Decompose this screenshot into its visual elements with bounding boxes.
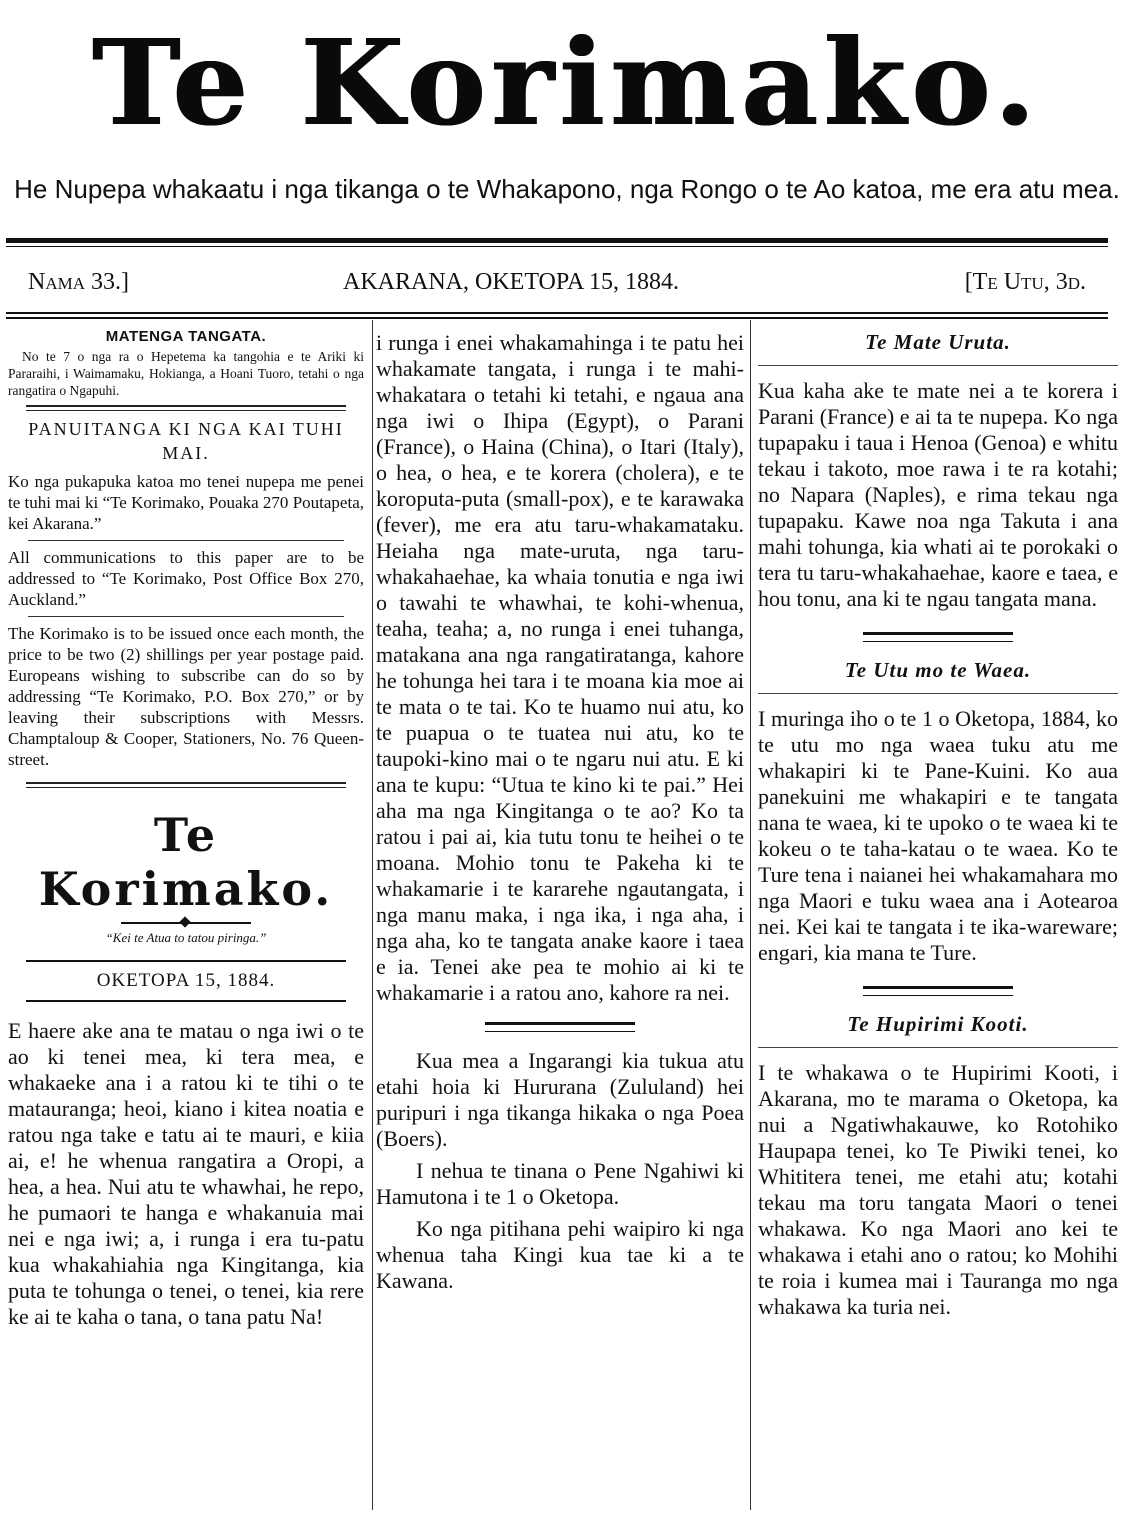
- column-divider-1: [372, 320, 373, 1510]
- ornament: [121, 922, 251, 924]
- plague-heading: Te Mate Uruta.: [865, 330, 1011, 354]
- top-rule-thick: [6, 238, 1108, 243]
- wire-text: I muringa iho o te 1 o Oketopa, 1884, ko te utu mo nga waea tuku atu me whakapiri ki te Pane-Kuini. Ko aua panekuini me whakapiri e te tangata nana te waea, ki te upoko o te waea ki te kokeu o te taha-katau o te waea. Ko te Ture tena i naianei hei whakamahara mo nga Maori e tuku waea ana i Aotearoa nei. Kei kai te tangata i te ika-wareware; engari, kia mana te Ture.: [758, 706, 1118, 965]
- rule: [26, 782, 346, 788]
- death-notice: No te 7 o nga ra o Hepetema ka tangohia e te Ariki ki Pararaihi, i Waimamaku, Hokianga, a Hoani Tuoro, tetahi o nga rangatira o Ngapuhi.: [8, 349, 364, 398]
- court-text: I te whakawa o te Hupirimi Kooti, i Akarana, mo te marama o Oketopa, ka nui a Ngatiwhakauwe, ko Rotohiko Haupapa tenei, ko Te Piwiki tenei, ko Whititera tenei, me etahi atu; kotahi tekau ma toru tangata Maori o tenei whakawa. Ko nga Maori ano kei te whakawa i etahi ano o ratou; ko Mohihi te roia i kumea mai i Tauranga mo nga whakawa ka turia nei.: [758, 1060, 1118, 1319]
- rule: [28, 540, 344, 541]
- rule: [26, 405, 346, 411]
- section-rule: [485, 1022, 635, 1032]
- news-funeral: I nehua te tinana o Pene Ngahiwi ki Hamutona i te 1 o Oketopa.: [376, 1158, 744, 1209]
- editorial-date: OKETOPA 15, 1884.: [96, 970, 276, 991]
- wire-heading: Te Utu mo te Waea.: [844, 658, 1032, 682]
- issue-price: [Te Utu, 3d.: [964, 269, 1086, 295]
- dateline-rule-b: [6, 317, 1108, 319]
- rule: [28, 616, 344, 617]
- issue-number: Nama 33.]: [28, 269, 129, 295]
- news-petitions: Ko nga pitihana pehi waipiro ki nga whenua taha Kingi kua tae ki a te Kawana.: [376, 1216, 744, 1293]
- mini-masthead: Te Korimako.: [38, 808, 334, 916]
- rule: [26, 1000, 346, 1002]
- column-divider-2: [750, 320, 751, 1510]
- notice-maori: Ko nga pukapuka katoa mo tenei nupepa me penei te tuhi mai ki “Te Korimako, Pouaka 270 Poutapeta, kei Akarana.”: [8, 472, 364, 533]
- top-rule-thin: [6, 246, 1108, 247]
- editorial-text: E haere ake ana te matau o nga iwi o te ao ki tenei mea, ki tera mea, e whakaeke ana i a ratou ki te tihi o te matauranga; heoi, kiano i kitea noatia e ratou nga take e tatu ai te mauri, e kiia ai, e! he whenua rangatira a Oropi, a hea, a hea. Nui atu te whawhai, he repo, he pumaori te hanga e whakanuia mai nei e nga iwi; a, i runga i era tu-patu kua whakahiahia nga Kingitanga, kia puta te tohunga o tenei, o tenei, kia rere ke ai te kaha o tana, o tana patu Na!: [8, 1018, 364, 1329]
- rule: [758, 693, 1118, 694]
- masthead-title: Te Korimako.: [92, 13, 1042, 152]
- death-heading: MATENGA TANGATA.: [105, 328, 267, 345]
- news-zululand: Kua mea a Ingarangi kia tukua atu etahi hoia ki Hururana (Zululand) hei puripuri i nga tikanga hikaka o nga Poea (Boers).: [376, 1048, 744, 1151]
- column-1: [8, 328, 364, 1508]
- section-rule: [863, 632, 1013, 642]
- notice-english: All communications to this paper are to be addressed to “Te Korimako, Post Office Box 270, Auckland.”: [8, 548, 364, 609]
- rule: [758, 365, 1118, 366]
- dateline: [28, 265, 1098, 299]
- masthead-subtitle: He Nupepa whakaatu i nga tikanga o te Whakapono, nga Rongo o te Ao katoa, me era atu mea.: [14, 174, 1120, 204]
- notice-heading: PANUITANGA KI NGA KAI TUHI MAI.: [28, 419, 344, 463]
- rule: [758, 1047, 1118, 1048]
- dateline-rule-a: [6, 312, 1108, 314]
- column-3: [758, 330, 1118, 1508]
- rule: [26, 960, 346, 962]
- plague-text: Kua kaha ake te mate nei a te korera i Parani (France) e ai ta te nupepa. Ko nga tupapaku i taua i Henoa (Genoa) e whitu tekau i takoto, moe rawa i te ra kotahi; no Napara (Naples), e rima tekau nga tupapaku. Kawe noa nga Takuta i ana mahi tohunga, kia whati ai te porokaki o tera tu taru-whakahaehae, kaore e taea, e hou tonu, ana ki te ngau tangata mana.: [758, 378, 1118, 611]
- court-heading: Te Hupirimi Kooti.: [847, 1012, 1029, 1036]
- place-date: AKARANA, OKETOPA 15, 1884.: [343, 269, 680, 295]
- section-rule: [863, 986, 1013, 996]
- motto: “Kei te Atua to tatou piringa.”: [105, 930, 267, 945]
- editorial-continuation: i runga i enei whakamahinga i te patu hei whakamate tangata, i runga i te mahi-whakatara o tetahi ki tetahi, e ngaua ana nga iwi o Ihipa (Egypt), o Parani (France), o Haina (China), o Itari (Italy), o hea, o hea, e te korera (cholera), e te koroputa-puta (small-pox), e te karawaka (fever), me era atu taru-whakamataku. Heiaha nga mate-uruta, nga taru-whakahaehae, ka whaia tonutia e nga iwi o tawahi te whawhai, te kohi-whenua, teaha, teaha; a, no runga i enei tuhanga, matakana ana nga rangatiratanga, kahore he tohunga hei tara i te moana kia moe ai te mata o te tai. Ko te huamo nui atu, ko te puapua o te tuatea nui atu, ko te taupoki-kino mai o te ngaru nui atu. E ki ana te kupu: “Utua te kino ki te pai.” Hei aha ma nga Kingitanga o te ao? Ko ta ratou i pai ai, kia tutu tonu te heihei o te moana. Mohio tonu te Pakeha ki te whakamarie i te kararehe ngautangata, i nga manu maka, i nga ika, i nga aha, i nga aha, ko te tangata anake kaore i taea e ia. Tenei ake pea te mohio ai ki te whakamarie i a ratou ano, kahore ra nei.: [376, 330, 744, 1005]
- subscription-notice: The Korimako is to be issued once each month, the price to be two (2) shillings per year postage paid. Europeans wishing to subscribe can do so by addressing “Te Korimako, P.O. Box 270,” or by leaving their subscriptions with Messrs. Champtaloup & Cooper, Stationers, No. 76 Queen-street.: [8, 624, 364, 769]
- column-2: [376, 330, 744, 1508]
